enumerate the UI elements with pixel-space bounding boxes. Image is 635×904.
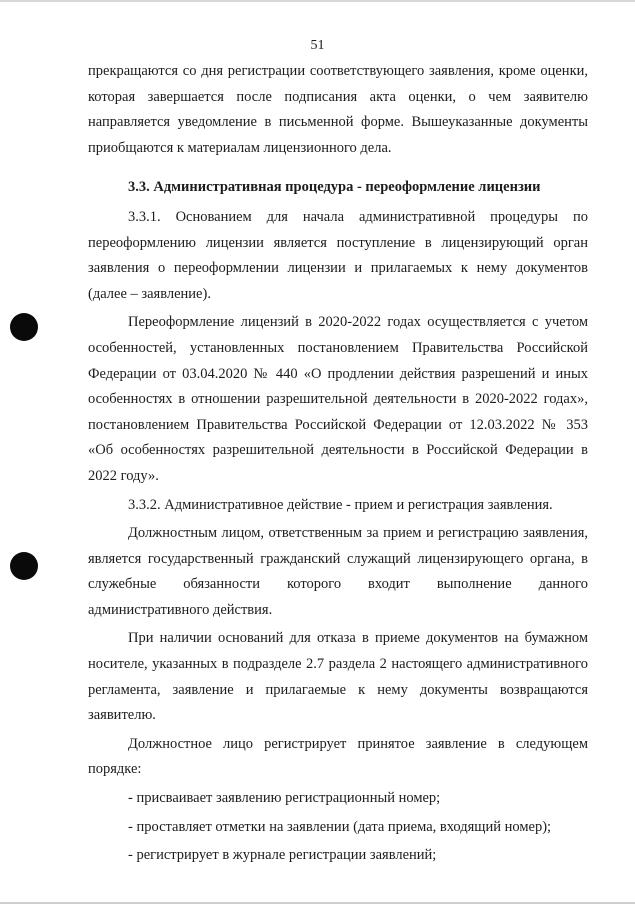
list-item: - присваивает заявлению регистрационный номер; (128, 790, 441, 807)
list-item: - проставляет отметки на заявлении (дата приема, входящий номер); (128, 818, 552, 835)
paragraph-continuation: прекращаются со дня регистрации соответствующего заявления, кроме оценки, которая завершается после подписания акта оценки, о чем заявителю направляется уведомление в письменной форме. Вышеуказанные документы приобщаются к материалам лицензионного дела. (88, 63, 588, 156)
paragraph-responsible-official: Должностным лицом, ответственным за прием и регистрацию заявления, является государственный гражданский служащий лицензирующего органа, в служебные обязанности которого входит выполнение данного административного действия. (88, 525, 588, 618)
punch-hole-upper (10, 313, 38, 341)
paragraph-registration-order: Должностное лицо регистрирует принятое заявление в следующем порядке: (88, 735, 588, 778)
paragraph-refusal-grounds: При наличии оснований для отказа в приеме документов на бумажном носителе, указанных в подразделе 2.7 раздела 2 настоящего административного регламента, заявление и прилагаемые к нему документы возвращаются заявителю. (88, 630, 588, 724)
list-item: - регистрирует в журнале регистрации заявлений; (128, 847, 437, 864)
page-number: 51 (310, 38, 325, 53)
punch-hole-lower (10, 552, 38, 580)
scan-top-edge (0, 0, 635, 2)
section-heading: 3.3. Административная процедура - переоформление лицензии (128, 179, 541, 196)
document-body (88, 59, 588, 869)
paragraph-reissue-period: Переоформление лицензий в 2020-2022 годах осуществляется с учетом особенностей, установленных постановлением Правительства Российской Федерации от 03.04.2020 № 440 «О продлении действия разрешений и иных особенностях в отношении разрешительной деятельности в 2020-2022 годах», постановлением Правительства Российской Федерации от 12.03.2022 № 353 «Об особенностях разрешительной деятельности в Российской Федерации в 2022 году». (88, 314, 588, 484)
paragraph-3-3-1: 3.3.1. Основанием для начала административной процедуры по переоформлению лицензии является поступление в лицензирующий орган заявления о переоформлении лицензии и прилагаемых к нему документов (далее – заявление). (88, 208, 588, 302)
paragraph-3-3-2: 3.3.2. Административное действие - прием и регистрация заявления. (128, 496, 553, 513)
